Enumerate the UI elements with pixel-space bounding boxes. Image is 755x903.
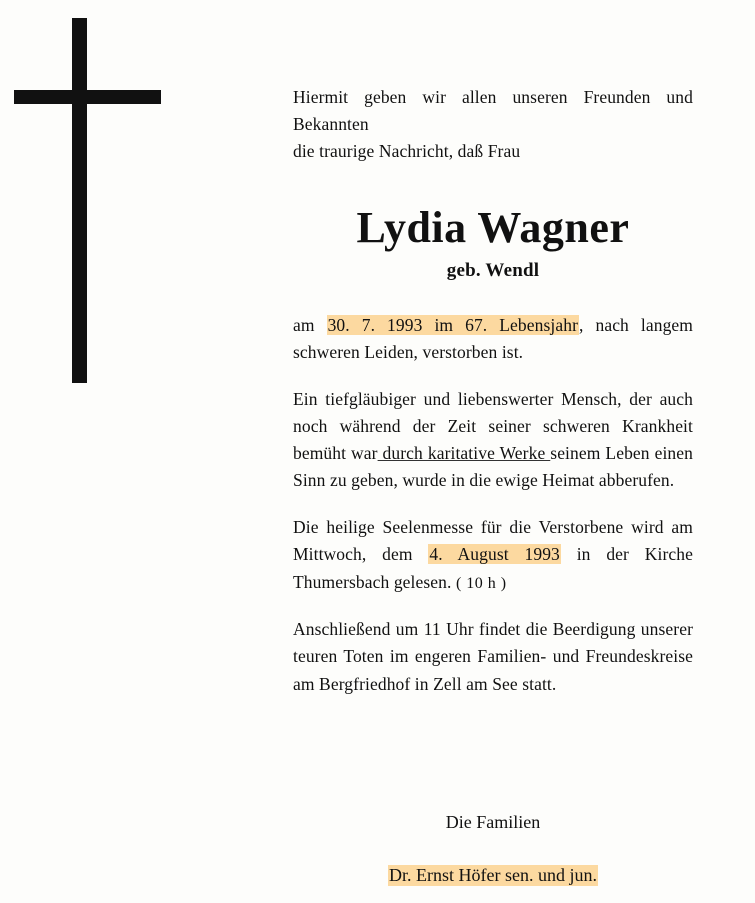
mass-prefix: Die heilige Seelenmesse für die Verstorbene wird am Mittwoch, dem <box>293 517 693 565</box>
tribute-part-2: seinem Leben einen Sinn zu geben, wurde in die ewige Heimat abberufen. <box>293 443 693 491</box>
intro-line-2: die traurige Nachricht, daß Frau <box>293 141 521 162</box>
death-suffix: , nach langem schweren Leiden, verstorben ist. <box>293 314 694 362</box>
tribute-paragraph <box>293 386 693 495</box>
cross-vertical-bar <box>72 18 87 383</box>
burial-paragraph: Anschließend um 11 Uhr findet die Beerdigung unserer teuren Toten im engeren Familien- und Freundeskreise am Bergfriedhof in Zell am See statt. <box>293 619 693 694</box>
maiden-name: geb. Wendl <box>446 259 540 281</box>
handwritten-time-note: ( 10 h ) <box>455 574 507 592</box>
intro-paragraph <box>293 84 693 165</box>
obituary-text-column <box>293 84 693 718</box>
mass-suffix: in der Kirche Thumersbach gelesen. <box>293 544 693 592</box>
tribute-part-1: Ein tiefgläubiger und liebenswerter Mensch, der auch noch während der Zeit seiner schweren Krankheit bemüht war <box>293 388 693 464</box>
intro-line-1: Hiermit geben wir allen unseren Freunden und Bekannten <box>293 87 693 135</box>
deceased-name-block <box>293 205 693 281</box>
mass-paragraph <box>293 514 693 596</box>
signers-name: Dr. Ernst Höfer sen. und jun. <box>389 865 597 885</box>
mass-date-highlight: 4. August 1993 <box>429 544 560 565</box>
death-date-highlight: 30. 7. 1993 im 67. Lebensjahr <box>327 314 579 335</box>
deceased-name: Lydia Wagner <box>356 203 630 253</box>
death-paragraph <box>293 312 693 366</box>
family-line: Die Familien <box>445 812 541 832</box>
cross-horizontal-bar <box>14 90 161 104</box>
signature-block <box>293 812 693 886</box>
death-prefix: am <box>293 314 327 335</box>
tribute-underlined-phrase: durch karitative Werke <box>377 443 551 464</box>
christian-cross-icon <box>0 0 250 420</box>
